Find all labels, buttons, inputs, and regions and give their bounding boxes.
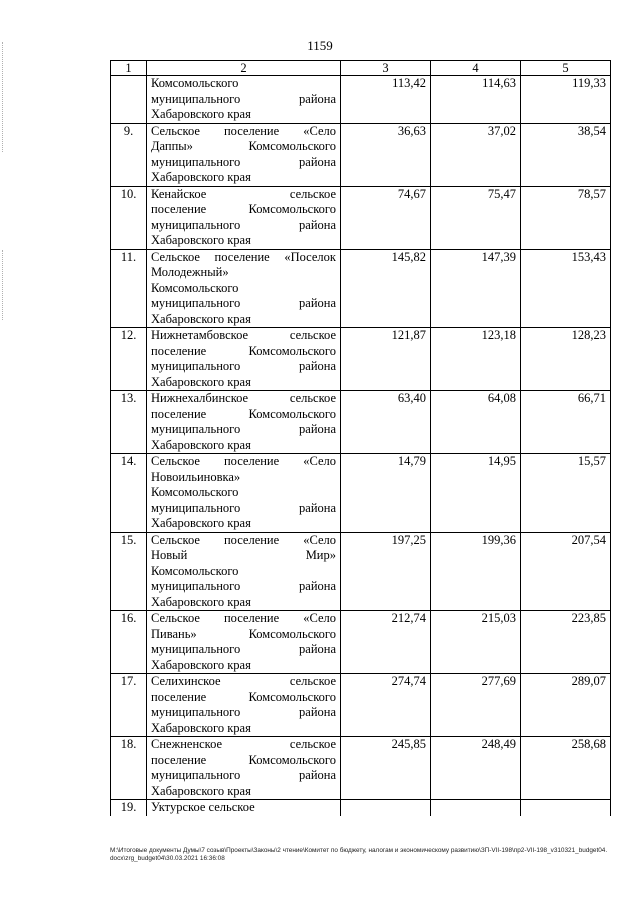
table-row [111,249,611,328]
value-cell-v5: 289,07 [521,674,611,737]
settlement-name-line: муниципального района [151,422,336,436]
value-cell-v5 [521,800,611,816]
settlement-name-line: Хабаровского края [151,594,251,609]
settlement-name-line: Сельское поселение «Село [151,454,336,468]
value-cell-v4: 64,08 [431,391,521,454]
column-header: 4 [431,61,521,76]
row-number: 13. [111,391,147,454]
value-cell-v3: 197,25 [341,532,431,611]
table-row [111,391,611,454]
value-cell-v3: 245,85 [341,737,431,800]
settlement-name-line: Хабаровского края [151,233,251,247]
table-row [111,76,611,124]
table-row [111,123,611,186]
value-cell-v4: 123,18 [431,328,521,391]
value-cell-v5: 66,71 [521,391,611,454]
settlement-name-line: поселение Комсомольского [151,752,336,767]
settlement-name-line: Хабаровского края [151,374,251,389]
value-cell-v5: 119,33 [521,76,611,124]
column-header: 3 [341,61,431,76]
row-number: 18. [111,737,147,800]
row-number [111,76,147,124]
value-cell-v4: 14,95 [431,454,521,533]
settlement-name-line: Комсомольского [151,563,239,578]
settlement-name-line: муниципального района [151,296,336,310]
value-cell-v4: 215,03 [431,611,521,674]
value-cell-v5: 258,68 [521,737,611,800]
value-cell-v5: 128,23 [521,328,611,391]
settlement-name [147,123,341,186]
settlement-name-line: Хабаровского края [151,311,251,326]
settlement-name-line: Нижнетамбовское сельское [151,328,336,342]
settlement-name-line: Кенайское сельское [151,186,336,201]
settlement-name-line: Сельское поселение «Село [151,611,336,625]
settlement-name [147,186,341,249]
table-row [111,532,611,611]
left-margin-mark [2,250,4,320]
settlement-name [147,737,341,800]
settlement-name [147,674,341,737]
value-cell-v5: 153,43 [521,249,611,328]
settlement-name-line: Молодежный» [151,265,229,279]
table-row [111,328,611,391]
settlement-name-line: Комсомольского [151,76,239,90]
table-row [111,800,611,816]
value-cell-v3: 74,67 [341,186,431,249]
value-cell-v3: 274,74 [341,674,431,737]
value-cell-v4 [431,800,521,816]
column-header: 2 [147,61,341,76]
settlement-name-line: Хабаровского края [151,720,251,735]
settlement-name-line: Хабаровского края [151,107,251,121]
value-cell-v5: 15,57 [521,454,611,533]
settlement-name-line: муниципального района [151,217,336,232]
settlement-name-line: Даппы» Комсомольского [151,139,336,153]
settlement-name-line: муниципального района [151,768,336,782]
value-cell-v5: 38,54 [521,123,611,186]
settlement-name-line: Сельское поселение «Село [151,532,336,547]
settlement-name-line: Пивань» Комсомольского [151,626,336,641]
settlement-name [147,611,341,674]
value-cell-v4: 277,69 [431,674,521,737]
document-path-footer: M:\Итоговые документы Думы\7 созыв\Проекты\Законы\2 чтение\Комитет по бюджету, налогам и экономическому развитию\ЗП-VII-198\пр2-VII-198_v310321_budget04.docx\zrg_budget04\30.03.2021 16:36:08 [110,847,608,862]
value-cell-v4: 147,39 [431,249,521,328]
settlement-name-line: Новоильиновка» [151,469,241,484]
settlement-name [147,532,341,611]
column-header: 5 [521,61,611,76]
value-cell-v5: 223,85 [521,611,611,674]
table-row [111,186,611,249]
table-row [111,454,611,533]
value-cell-v3 [341,800,431,816]
settlement-name-line: Хабаровского края [151,516,251,530]
settlement-name-line: Нижнехалбинское сельское [151,391,336,405]
value-cell-v3: 14,79 [341,454,431,533]
settlement-name-line: Хабаровского края [151,783,251,798]
value-cell-v5: 207,54 [521,532,611,611]
table-row [111,674,611,737]
value-cell-v3: 113,42 [341,76,431,124]
settlement-name [147,454,341,533]
table-header-row [111,61,611,76]
row-number: 17. [111,674,147,737]
row-number: 9. [111,123,147,186]
row-number: 14. [111,454,147,533]
settlement-name-line: Хабаровского края [151,170,251,184]
settlement-name [147,76,341,124]
row-number: 11. [111,249,147,328]
settlement-name-line: Уктурское сельское [151,800,255,814]
settlement-name [147,800,341,816]
value-cell-v3: 63,40 [341,391,431,454]
settlement-name-line: поселение Комсомольского [151,202,336,216]
column-header: 1 [111,61,147,76]
settlement-name-line: Комсомольского [151,280,239,295]
value-cell-v5: 78,57 [521,186,611,249]
table-row [111,611,611,674]
settlement-name-line: муниципального района [151,642,336,656]
value-cell-v4: 37,02 [431,123,521,186]
value-cell-v3: 121,87 [341,328,431,391]
settlement-name-line: муниципального района [151,91,336,106]
row-number: 19. [111,800,147,816]
settlement-name-line: муниципального района [151,359,336,373]
settlement-name-line: поселение Комсомольского [151,343,336,358]
settlement-name-line: муниципального района [151,154,336,169]
settlement-name-line: Комсомольского [151,485,239,499]
settlement-name-line: муниципального района [151,500,336,515]
value-cell-v3: 145,82 [341,249,431,328]
table-row [111,737,611,800]
row-number: 16. [111,611,147,674]
data-table [110,60,611,816]
settlement-name [147,249,341,328]
row-number: 10. [111,186,147,249]
value-cell-v3: 212,74 [341,611,431,674]
value-cell-v4: 199,36 [431,532,521,611]
settlement-name-line: Новый Мир» [151,548,336,562]
row-number: 12. [111,328,147,391]
value-cell-v4: 114,63 [431,76,521,124]
settlement-name-line: Сельское поселение «Поселок [151,249,336,264]
settlement-name-line: муниципального района [151,579,336,593]
row-number: 15. [111,532,147,611]
value-cell-v4: 75,47 [431,186,521,249]
settlement-name-line: поселение Комсомольского [151,406,336,421]
settlement-name-line: поселение Комсомольского [151,689,336,704]
settlement-name-line: Снежненское сельское [151,737,336,751]
settlement-name-line: муниципального района [151,705,336,719]
settlement-name [147,328,341,391]
settlement-name-line: Сельское поселение «Село [151,123,336,138]
settlement-name-line: Хабаровского края [151,437,251,452]
value-cell-v3: 36,63 [341,123,431,186]
settlement-name-line: Хабаровского края [151,657,251,672]
settlement-name [147,391,341,454]
page-number: 1159 [307,38,333,53]
settlement-name-line: Селихинское сельское [151,674,336,688]
value-cell-v4: 248,49 [431,737,521,800]
left-margin-mark [2,42,4,152]
